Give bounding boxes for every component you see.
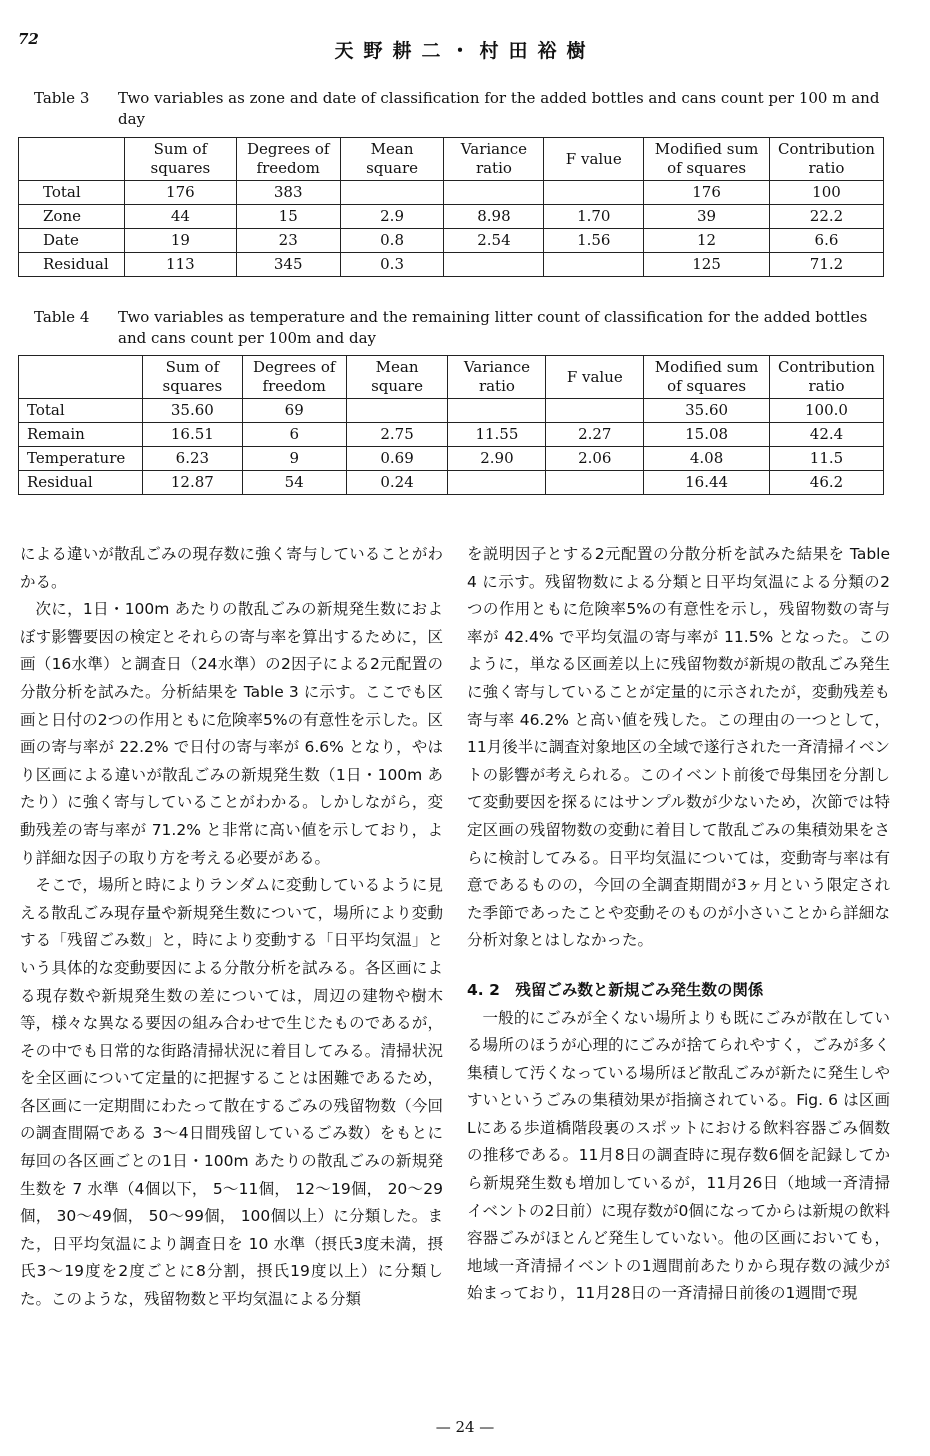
table-row (19, 253, 884, 277)
table-header-cell: Variance ratio (448, 356, 546, 399)
table-header-cell: Variance ratio (444, 138, 544, 181)
table-header-cell: Contribution ratio (769, 356, 883, 399)
table-row (19, 205, 884, 229)
table-cell (546, 399, 644, 423)
table-cell: 35.60 (644, 399, 770, 423)
table-row (19, 471, 884, 495)
row-label: Residual (19, 253, 125, 277)
table-cell (544, 253, 644, 277)
table4 (18, 355, 884, 495)
table-cell: 2.27 (546, 423, 644, 447)
table-cell: 71.2 (769, 253, 883, 277)
row-label: Residual (19, 471, 143, 495)
table-row (19, 181, 884, 205)
table-cell: 0.24 (346, 471, 448, 495)
table-cell: 9 (242, 447, 346, 471)
table-header-cell: Mean square (346, 356, 448, 399)
row-label: Zone (19, 205, 125, 229)
table-cell (346, 399, 448, 423)
table-cell: 0.69 (346, 447, 448, 471)
table-row (19, 229, 884, 253)
row-label: Total (19, 181, 125, 205)
table-header-row (19, 356, 884, 399)
table-cell: 15.08 (644, 423, 770, 447)
table-cell: 2.54 (444, 229, 544, 253)
table-cell: 345 (236, 253, 340, 277)
table-cell: 6.23 (142, 447, 242, 471)
paragraph: そこで，場所と時によりランダムに変動しているように見える散乱ごみ現存量や新規発生数について，場所により変動する「残留ごみ数」と，時により変動する「日平均気温」という具体的な変動要因による分散分析を試みる。各区画による現存数や新規発生数の差については，周辺の建物や樹木等，様々な異なる要因の組み合わせで生じたものであるが，その中でも日常的な街路清掃状況に着目してみる。清掃状況を全区画について定量的に把握することは困難であるため，各区画に一定期間にわたって散在するごみの残留物数（今回の調査間隔である 3～4日間残留しているごみ数）をもとに毎回の各区画ごとの1日・100m あたりの散乱ごみの新規発生数を 7 水準（4個以下， 5～11個， 12～19個， 20～29個， 30～49個， 50～99個， 100個以上）に分類した。また，日平均気温により調査日を 10 水準（摂氏3度未満，摂氏3～19度を2度ごとに8分割，摂氏19度以上）に分類した。このような，残留物数と平均気温による分類 (20, 876, 443, 1309)
section-heading: 4. 2 残留ごみ数と新規ごみ発生数の関係 (467, 980, 764, 999)
row-label: Total (19, 399, 143, 423)
table-row (19, 423, 884, 447)
table-cell (448, 399, 546, 423)
table3-label: Table 3 (34, 89, 90, 107)
table-header-cell: Degrees of freedom (242, 356, 346, 399)
table-cell: 15 (236, 205, 340, 229)
table-cell (546, 471, 644, 495)
table-cell: 23 (236, 229, 340, 253)
table-cell: 0.8 (340, 229, 444, 253)
table-cell: 176 (124, 181, 236, 205)
paragraph: を説明因子とする2元配置の分散分析を試みた結果を Table 4 に示す。残留物数による分類と日平均気温による分類の2つの作用ともに危険率5%の有意性を示し，残留物数の寄与率が 42.4% で平均気温の寄与率が 11.5% となった。このように，単なる区画差以上に残留物数が新規の散乱ごみ発生に強く寄与していることが定量的に示されたが，変動残差も寄与率 46.2% と高い値を残した。この理由の一つとして，11月後半に調査対象地区の全域で遂行された一斉清掃イベントの影響が考えられる。このイベント前後で母集団を分割して変動要因を探るにはサンプル数が少ないため，次節では特定区画の残留物数の変動に着目して散乱ごみの集積効果をさらに検討してみる。日平均気温については，変動寄与率は有意であるものの，今回の全調査期間が3ヶ月という限定された季節であったことや変動そのものが小さいことから詳細な分析対象とはしなかった。 (467, 545, 890, 950)
table-cell: 6.6 (769, 229, 883, 253)
table-cell: 6 (242, 423, 346, 447)
left-column (20, 541, 443, 1314)
table3 (18, 137, 884, 277)
table4-caption (34, 307, 884, 349)
table-header-cell: Sum of squares (124, 138, 236, 181)
table-cell: 2.06 (546, 447, 644, 471)
table-cell: 46.2 (769, 471, 883, 495)
table-header-cell: Modified sum of squares (644, 138, 770, 181)
row-label: Remain (19, 423, 143, 447)
paragraph: 次に，1日・100m あたりの散乱ごみの新規発生数におよぼす影響要因の検定とそれらの寄与率を算出するために，区画（16水準）と調査日（24水準）の2因子による2元配置の分散分析を試みた。分析結果を Table 3 に示す。ここでも区画と日付の2つの作用ともに危険率5%の有意性を示した。区画の寄与率が 22.2% で日付の寄与率が 6.6% となり，やはり区画による違いが散乱ごみの新規発生数（1日・100m あたり）に強く寄与していることがわかる。しかしながら，変動残差の寄与率が 71.2% と非常に高い値を示しており，より詳細な因子の取り方を考える必要がある。 (20, 600, 443, 867)
right-column (467, 541, 890, 1308)
table-cell: 12 (644, 229, 770, 253)
table-header-cell: Modified sum of squares (644, 356, 770, 399)
table-cell: 19 (124, 229, 236, 253)
table-cell (448, 471, 546, 495)
page-number: 72 (18, 30, 39, 48)
table3-caption (34, 88, 884, 130)
table-header-cell (19, 356, 143, 399)
table-cell: 1.70 (544, 205, 644, 229)
table-cell: 113 (124, 253, 236, 277)
table-cell: 1.56 (544, 229, 644, 253)
table-cell: 16.44 (644, 471, 770, 495)
table-cell: 54 (242, 471, 346, 495)
table-cell: 2.90 (448, 447, 546, 471)
table4-label: Table 4 (34, 308, 90, 326)
table-header-cell: F value (546, 356, 644, 399)
table-header-row (19, 138, 884, 181)
table3-caption-text: Two variables as zone and date of classification for the added bottles and cans count per 100 m and day (118, 89, 880, 128)
table-cell (340, 181, 444, 205)
table-cell: 383 (236, 181, 340, 205)
page-footer: — 24 — (435, 1418, 495, 1436)
table-cell: 12.87 (142, 471, 242, 495)
table-cell: 0.3 (340, 253, 444, 277)
table-cell: 125 (644, 253, 770, 277)
table4-caption-text: Two variables as temperature and the remaining litter count of classification for the added bottles and cans count per 100m and day (118, 308, 868, 347)
table-cell: 100 (769, 181, 883, 205)
table-header-cell: Degrees of freedom (236, 138, 340, 181)
table-cell: 35.60 (142, 399, 242, 423)
table-cell: 22.2 (769, 205, 883, 229)
paragraph: 一般的にごみが全くない場所よりも既にごみが散在している場所のほうが心理的にごみが捨てられやすく，ごみが多く集積して汚くなっている場所ほど散乱ごみが新たに発生しやすいというごみの集積効果が指摘されている。Fig. 6 は区画Lにある歩道橋階段裏のスポットにおける飲料容器ごみ個数の推移である。11月8日の調査時に現存数6個を記録してから新規発生数も増加しているが，11月26日（地域一斉清掃イベントの2日前）に現存数が0個になってからは新規の飲料容器ごみがほとんど発生していない。他の区画においても，地域一斉清掃イベントの1週間前あたりから現存数の減少が始まっており，11月28日の一斉清掃日前後の1週間で現 (467, 1008, 890, 1303)
table-cell (444, 253, 544, 277)
table-header-cell (19, 138, 125, 181)
table-cell: 42.4 (769, 423, 883, 447)
table-row (19, 447, 884, 471)
table-cell: 100.0 (769, 399, 883, 423)
paragraph: による違いが散乱ごみの現存数に強く寄与していることがわかる。 (20, 545, 443, 591)
table-cell: 39 (644, 205, 770, 229)
table-cell: 69 (242, 399, 346, 423)
table-header-cell: Sum of squares (142, 356, 242, 399)
table-cell: 8.98 (444, 205, 544, 229)
table-cell (444, 181, 544, 205)
table-cell: 44 (124, 205, 236, 229)
table-header-cell: Contribution ratio (769, 138, 883, 181)
table-cell: 16.51 (142, 423, 242, 447)
table-cell: 11.55 (448, 423, 546, 447)
table-cell: 11.5 (769, 447, 883, 471)
row-label: Temperature (19, 447, 143, 471)
table-cell: 2.75 (346, 423, 448, 447)
table-header-cell: F value (544, 138, 644, 181)
running-title: 天野耕二・村田裕樹 (334, 40, 596, 62)
table-cell (544, 181, 644, 205)
table-header-cell: Mean square (340, 138, 444, 181)
table-cell: 2.9 (340, 205, 444, 229)
table-cell: 4.08 (644, 447, 770, 471)
table-row (19, 399, 884, 423)
table-cell: 176 (644, 181, 770, 205)
row-label: Date (19, 229, 125, 253)
